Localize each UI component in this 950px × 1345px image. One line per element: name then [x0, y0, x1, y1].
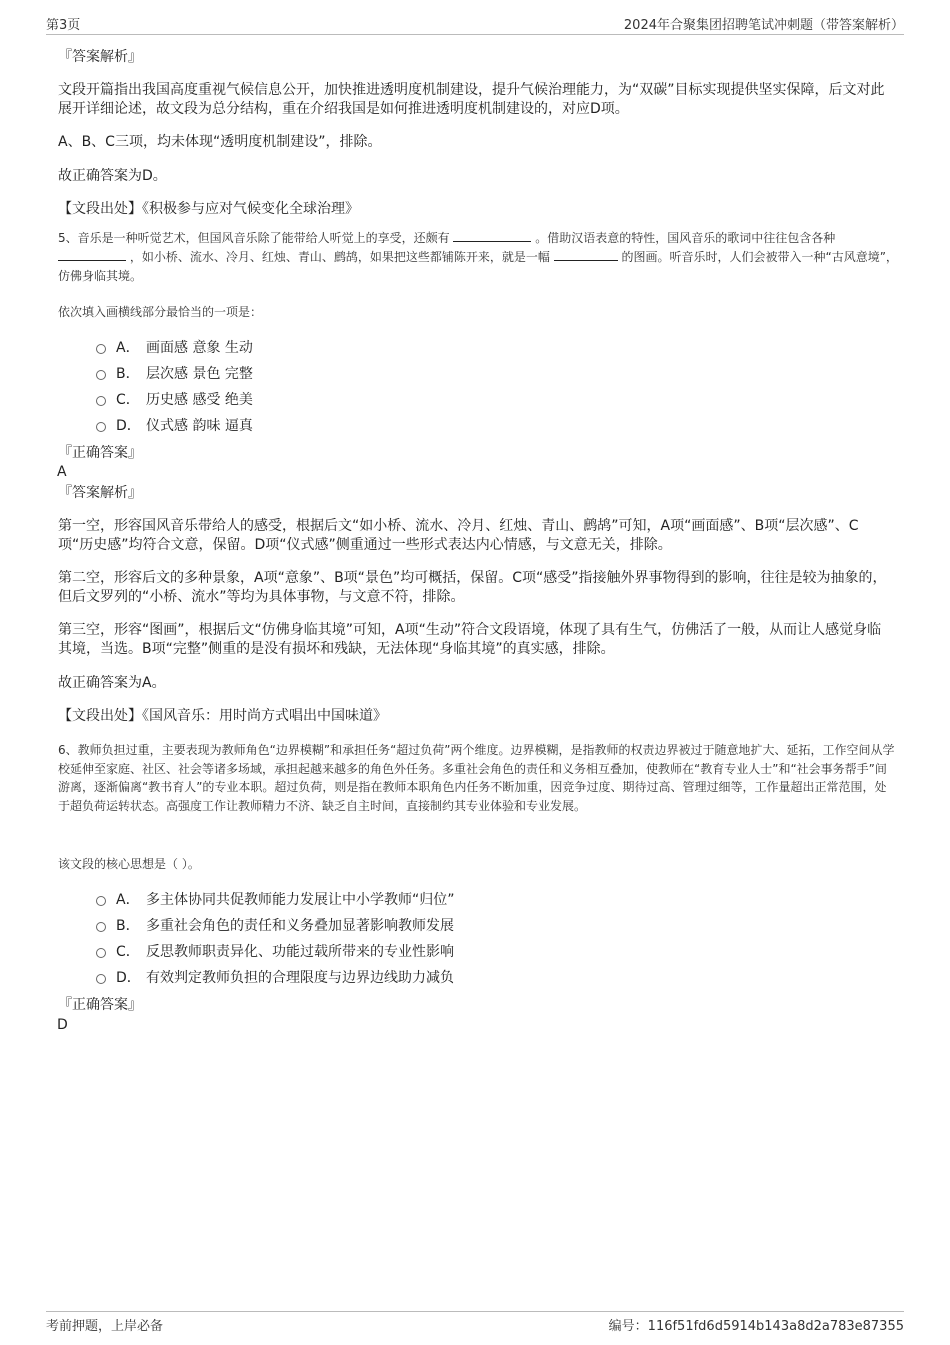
- q5-blank-2: [58, 248, 126, 261]
- q5-prompt: 依次填入画横线部分最恰当的一项是：: [58, 305, 263, 319]
- radio-icon[interactable]: [96, 922, 106, 932]
- q5-stem-part-3: ，如小桥、流水、冷月、红烛、青山、鹧鸪，如果把这些都铺陈开来，就是一幅: [129, 250, 550, 264]
- option-text: 画面感 意象 生动: [146, 340, 253, 356]
- option-key: C．: [116, 392, 140, 408]
- q6-stem: 6、教师负担过重，主要表现为教师角色“边界模糊”和承担任务“超过负荷”两个维度。边界模糊，是指教师的权责边界被过于随意地扩大、延拓，工作空间从学校延伸至家庭、社区、社会等诸多场域，承担起越来越多的角色外任务。多重社会角色的责任和义务相互叠加，使教师在“教育专业人士”和“社会事务帮手”间游离，逐渐偏离“教书育人”的专业本职。超过负荷，则是指在教师本职角色内任务不断加重，因竞争过度、期待过高、管理过细等，工作量超出正常范围，处于超负荷运转状态。高强度工作让教师精力不济、缺乏自主时间，直接制约其专业体验和专业发展。: [58, 743, 895, 813]
- option-text: 层次感 景色 完整: [146, 366, 253, 382]
- q5-option-d[interactable]: [96, 415, 253, 437]
- q6-answer: D: [57, 1017, 68, 1033]
- q5-answer-label: 『正确答案』: [58, 445, 142, 461]
- radio-icon[interactable]: [96, 896, 106, 906]
- option-text: 多主体协同共促教师能力发展让中小学教师“归位”: [146, 892, 455, 908]
- option-text: 有效判定教师负担的合理限度与边界边线助力减负: [146, 970, 454, 986]
- q4-analysis-paragraph-2: A、B、C三项，均未体现“透明度机制建设”，排除。: [58, 134, 382, 150]
- radio-icon[interactable]: [96, 974, 106, 984]
- footer-code-value: 116f51fd6d5914b143a8d2a783e87355: [647, 1319, 904, 1334]
- footer-code-label: 编号：: [608, 1319, 648, 1334]
- q4-analysis-paragraph-1: 文段开篇指出我国高度重视气候信息公开，加快推进透明度机制建设，提升气候治理能力，为“双碳”目标实现提供坚实保障，后文对此展开详细论述，故文段为总分结构，重在介绍我国是如何推进透明度机制建设的，对应D项。: [58, 82, 885, 117]
- q5-option-c[interactable]: [96, 389, 253, 411]
- footer-code: [609, 1315, 904, 1334]
- q5-stem: [58, 229, 898, 286]
- q6-prompt: 该文段的核心思想是（ ）。: [58, 857, 200, 871]
- q4-analysis-label: 『答案解析』: [58, 49, 142, 65]
- q5-stem-part-4: 的图画。听音乐时，人们会被带入一种“古风意境”，仿佛身临其境。: [58, 250, 898, 283]
- radio-icon[interactable]: [96, 370, 106, 380]
- option-key: C．: [116, 944, 140, 960]
- page-header: [46, 14, 904, 35]
- q5-stem-part-1: 5、音乐是一种听觉艺术，但国风音乐除了能带给人听觉上的享受，还颇有: [58, 231, 450, 245]
- option-key: D．: [116, 418, 141, 434]
- q5-option-a[interactable]: [96, 337, 253, 359]
- q5-stem-part-2: 。借助汉语表意的特性，国风音乐的歌词中往往包含各种: [535, 231, 836, 245]
- q5-conclusion: 故正确答案为A。: [58, 675, 166, 691]
- option-text: 多重社会角色的责任和义务叠加显著影响教师发展: [146, 918, 454, 934]
- q5-analysis-paragraph-3: 第三空，形容“图画”，根据后文“仿佛身临其境”可知，A项“生动”符合文段语境，体现了具有生气，仿佛活了一般，从而让人感觉身临其境，当选。B项“完整”侧重的是没有损坏和残缺，无法体现“身临其境”的真实感，排除。: [58, 622, 882, 657]
- q6-option-d[interactable]: [96, 967, 454, 989]
- option-key: B．: [116, 366, 140, 382]
- radio-icon[interactable]: [96, 422, 106, 432]
- q6-option-b[interactable]: [96, 915, 454, 937]
- q6-answer-label: 『正确答案』: [58, 997, 142, 1013]
- page-footer: [46, 1311, 904, 1332]
- q5-analysis-paragraph-1: 第一空，形容国风音乐带给人的感受，根据后文“如小桥、流水、冷月、红烛、青山、鹧鸪”可知，A项“画面感”、B项“层次感”、C项“历史感”均符合文意，保留。D项“仪式感”侧重通过一些形式表达内心情感，与文意无关，排除。: [58, 518, 859, 553]
- footer-slogan: 考前押题，上岸必备: [46, 1319, 164, 1334]
- q4-conclusion: 故正确答案为D。: [58, 168, 167, 184]
- q6-option-c[interactable]: [96, 941, 454, 963]
- q5-option-b[interactable]: [96, 363, 253, 385]
- option-key: A．: [116, 340, 140, 356]
- document-title: 2024年合聚集团招聘笔试冲刺题（带答案解析）: [623, 18, 904, 33]
- radio-icon[interactable]: [96, 344, 106, 354]
- option-key: D．: [116, 970, 141, 986]
- page-number: 第3页: [46, 18, 81, 33]
- q4-source: 【文段出处】《积极参与应对气候变化全球治理》: [58, 201, 359, 217]
- q5-analysis-paragraph-2: 第二空，形容后文的多种景象，A项“意象”、B项“景色”均可概括，保留。C项“感受”指接触外界事物得到的影响，往往是较为抽象的，但后文罗列的“小桥、流水”等均为具体事物，与文意不符，排除。: [58, 570, 887, 605]
- option-key: A．: [116, 892, 140, 908]
- option-text: 仪式感 韵味 逼真: [146, 418, 253, 434]
- option-text: 历史感 感受 绝美: [146, 392, 253, 408]
- radio-icon[interactable]: [96, 396, 106, 406]
- radio-icon[interactable]: [96, 948, 106, 958]
- option-text: 反思教师职责异化、功能过载所带来的专业性影响: [146, 944, 454, 960]
- q5-source: 【文段出处】《国风音乐：用时尚方式唱出中国味道》: [58, 708, 387, 724]
- option-key: B．: [116, 918, 140, 934]
- q5-analysis-label: 『答案解析』: [58, 485, 142, 501]
- q6-option-a[interactable]: [96, 889, 455, 911]
- q5-blank-3: [554, 248, 618, 261]
- q5-answer: A: [57, 464, 67, 480]
- q5-blank-1: [453, 229, 531, 242]
